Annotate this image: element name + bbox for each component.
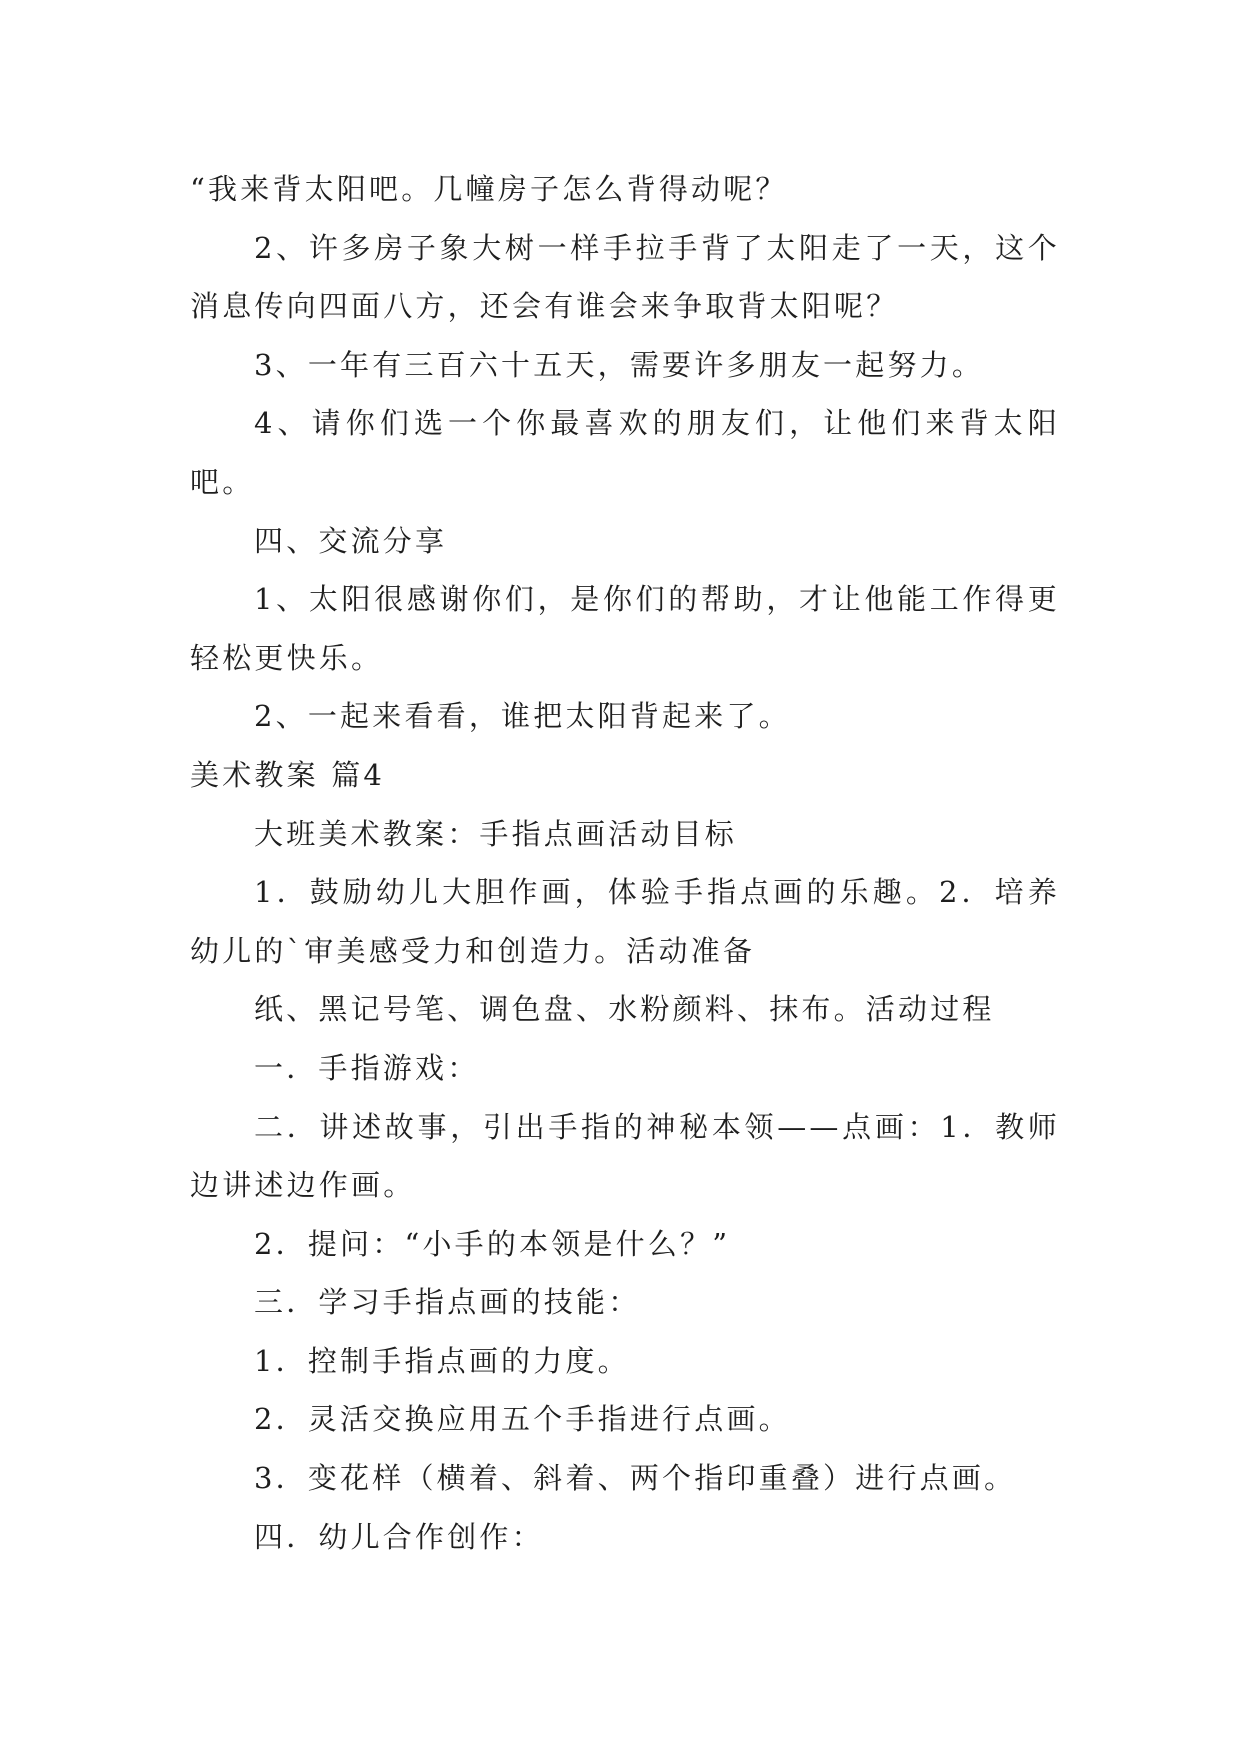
step-cooperative-creation: 四．幼儿合作创作： — [254, 1519, 544, 1554]
document-body — [190, 160, 1060, 1566]
step-learn-skills: 三．学习手指点画的技能： — [254, 1285, 641, 1320]
paragraph-18: 3．变花样（横着、斜着、两个指印重叠）进行点画。 — [254, 1461, 1017, 1496]
paragraph-10: 1．鼓励幼儿大胆作画，体验手指点画的乐趣。2．培养幼儿的`审美感受力和创造力。活动准备 — [190, 875, 1060, 968]
lesson-plan-title: 美术教案 篇4 — [190, 757, 386, 792]
paragraph-4: 4、请你们选一个你最喜欢的朋友们，让他们来背太阳吧。 — [190, 406, 1060, 499]
paragraph-17: 2．灵活交换应用五个手指进行点画。 — [254, 1402, 791, 1437]
section-heading-exchange: 四、交流分享 — [254, 523, 448, 558]
paragraph-1: “我来背太阳吧。几幢房子怎么背得动呢？ — [190, 172, 788, 206]
paragraph-6: 1、太阳很感谢你们，是你们的帮助，才让他能工作得更轻松更快乐。 — [190, 582, 1060, 675]
lesson-subtitle: 大班美术教案：手指点画活动目标 — [254, 816, 738, 851]
paragraph-7: 2、一起来看看，谁把太阳背起来了。 — [254, 699, 791, 734]
paragraph-3: 3、一年有三百六十五天，需要许多朋友一起努力。 — [254, 347, 985, 382]
paragraph-2: 2、许多房子象大树一样手拉手背了太阳走了一天，这个消息传向四面八方，还会有谁会来争取背太阳呢？ — [190, 230, 1060, 324]
step-finger-game: 一．手指游戏： — [254, 1050, 480, 1085]
paragraph-16: 1．控制手指点画的力度。 — [254, 1343, 630, 1378]
paragraph-14: 2．提问：“小手的本领是什么？” — [254, 1226, 731, 1261]
step-story: 二．讲述故事，引出手指的神秘本领——点画：1．教师边讲述边作画。 — [190, 1109, 1060, 1203]
paragraph-11: 纸、黑记号笔、调色盘、水粉颜料、抹布。活动过程 — [254, 992, 995, 1027]
